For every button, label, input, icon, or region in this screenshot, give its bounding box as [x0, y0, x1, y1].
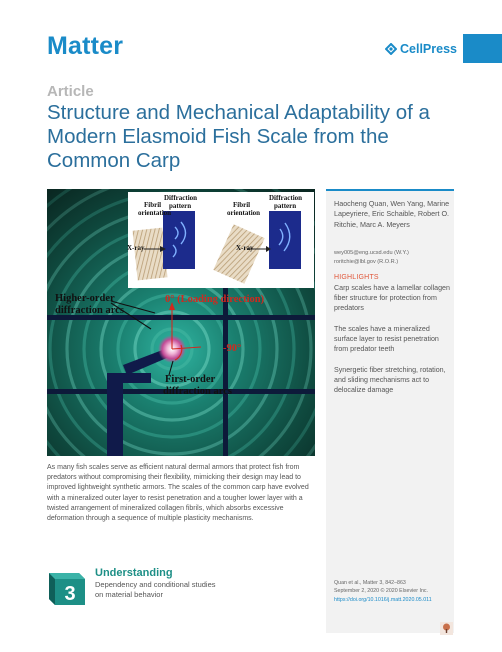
highlight-item: Synergetic fiber stretching, rotation, and sliding mechanisms act to delocalize damage: [334, 366, 446, 395]
diffraction-figure: [47, 189, 315, 456]
email-1[interactable]: wey005@eng.ucsd.edu (W.Y.): [334, 250, 409, 256]
progress-description-2: on material behavior: [95, 590, 163, 600]
angle-label: -90°: [223, 343, 242, 354]
author-list: Haocheng Quan, Wen Yang, Marine Lapeyriere, Eric Schaible, Robert O. Ritchie, Marc A. Meyers: [334, 199, 450, 229]
citation-date: September 2, 2020 © 2020 Elsevier Inc.: [334, 588, 429, 595]
corner-accent: [463, 34, 502, 63]
citation-journal: Quan et al., Matter 3, 842–863: [334, 580, 406, 586]
inset-fibril-label-2: orientation: [138, 209, 172, 217]
pattern-right: [269, 211, 301, 269]
progress-level-icon: [47, 567, 87, 607]
pattern-left: [163, 211, 195, 269]
highlight-item: The scales have a mineralized surface layer to resist penetration from predator teeth: [334, 325, 439, 354]
correspondence-emails: [334, 249, 450, 266]
inset-xray-label-left: X-ray: [127, 244, 145, 252]
graphical-abstract: [47, 189, 315, 456]
first-order-label-2: diffraction arcs: [163, 386, 232, 397]
higher-order-label-2: diffraction arcs: [55, 305, 124, 316]
citation: [334, 579, 452, 604]
cellpress-icon: [385, 43, 397, 55]
article-sidebar: [326, 189, 454, 633]
publisher-name: CellPress: [400, 42, 457, 56]
inset-diffraction-label-right-1: Diffraction: [269, 194, 303, 202]
inset-fibril-label-right-1: Fibril: [233, 201, 251, 209]
fibril-sample-left: [132, 228, 167, 281]
progress-badge: [47, 567, 216, 607]
progress-description-1: Dependency and conditional studies: [95, 580, 216, 589]
citation-doi-link[interactable]: https://doi.org/10.1016/j.matt.2020.05.011: [334, 596, 432, 603]
loading-direction-label: 0° (Loading direction): [165, 294, 265, 305]
inset-diffraction-label-right-2: pattern: [274, 202, 297, 210]
article-title: Structure and Mechanical Adaptability of a Modern Elasmoid Fish Scale from the Common Carp: [47, 101, 430, 172]
higher-order-label-1: Higher-order: [55, 293, 115, 304]
inset-diffraction-label-1: Diffraction: [164, 194, 198, 202]
journal-name: Matter: [47, 32, 124, 60]
publisher-logo: [385, 42, 457, 56]
progress-level: 3: [64, 583, 76, 605]
inset-fibril-label-1: Fibril: [144, 201, 162, 209]
inset-diffraction-label-2: pattern: [169, 202, 192, 210]
highlights-heading: HIGHLIGHTS: [334, 274, 379, 281]
highlight-item: Carp scales have a lamellar collagen fiber structure for protection from predators: [334, 284, 450, 313]
progress-title: Understanding: [95, 567, 173, 579]
elsevier-tree-icon: [440, 622, 453, 635]
inset-xray-label-right: X-ray: [236, 244, 254, 252]
first-order-label-1: First-order: [165, 374, 216, 385]
inset-fibril-label-right-2: orientation: [227, 209, 261, 217]
email-2[interactable]: roritchie@lbl.gov (R.O.R.): [334, 258, 399, 265]
article-type: Article: [47, 83, 94, 100]
summary-text: As many fish scales serve as efficient natural dermal armors that protect fish from predators without compromising their flexibility, mimicking their design may lead to improved lightweight synthetic armors. The scales of the common carp have evolved with a mineralized outer layer to resist penetration and a tougher lower layer with a twisted arrangement of mineralized collagen fibrils, which absorbs excessive deformation through a sequence of multiple plasticity mechanisms.: [47, 464, 309, 523]
